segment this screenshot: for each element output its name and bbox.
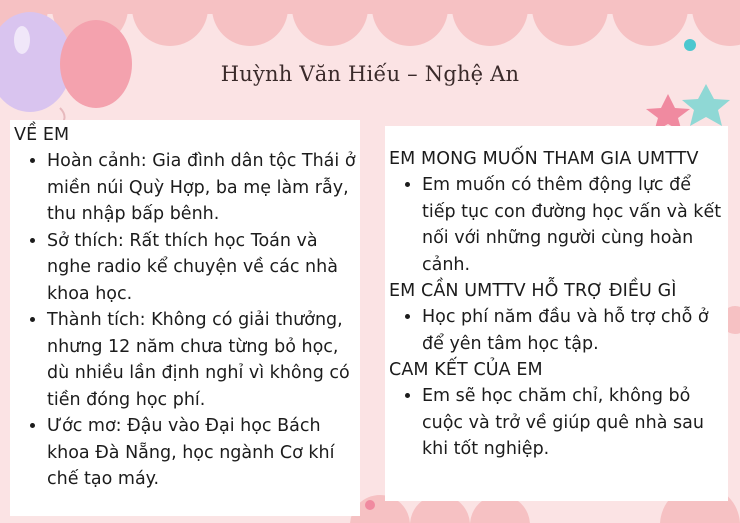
page-title: Huỳnh Văn Hiếu – Nghệ An (220, 62, 520, 86)
section-heading-commitment: CAM KẾT CỦA EM (389, 360, 543, 380)
about-list (14, 148, 360, 493)
support-list (389, 304, 728, 357)
list-item: • Sở thích: Rất thích học Toán và nghe radio kể chuyện về các nhà khoa học. (47, 228, 360, 308)
commitment-list (389, 383, 728, 463)
list-item: • Ước mơ: Đậu vào Đại học Bách khoa Đà Nẵng, học ngành Cơ khí chế tạo máy. (47, 413, 360, 493)
list-item: • Học phí năm đầu và hỗ trợ chỗ ở để yên tâm học tập. (422, 304, 728, 357)
motivation-list (389, 172, 728, 278)
section-heading-support: EM CẦN UMTTV HỖ TRỢ ĐIỀU GÌ (389, 281, 677, 301)
list-item: • Em muốn có thêm động lực để tiếp tục con đường học vấn và kết nối với những người cùng hoàn cảnh. (422, 172, 728, 278)
list-item: • Thành tích: Không có giải thưởng, nhưng 12 năm chưa từng bỏ học, dù nhiều lần định nghỉ vì không có tiền đóng học phí. (47, 307, 360, 413)
about-heading: VỀ EM (14, 125, 70, 145)
dot-icon (684, 39, 696, 51)
dot-icon (365, 500, 375, 510)
about-card (10, 120, 360, 516)
goals-card (385, 126, 728, 501)
star-icon (646, 84, 730, 132)
list-item: • Hoàn cảnh: Gia đình dân tộc Thái ở miền núi Quỳ Hợp, ba mẹ làm rẫy, thu nhập bấp bênh. (47, 148, 360, 228)
list-item: • Em sẽ học chăm chỉ, không bỏ cuộc và trở về giúp quê nhà sau khi tốt nghiệp. (422, 383, 728, 463)
section-heading-motivation: EM MONG MUỐN THAM GIA UMTTV (389, 149, 699, 169)
